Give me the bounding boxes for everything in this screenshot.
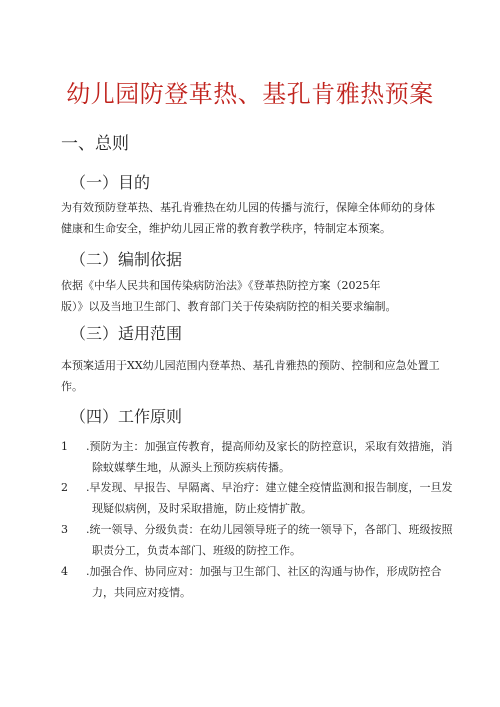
list-item-number: 2 [61,481,68,494]
paragraph-line: 版）》以及当地卫生部门、教育部门关于传染病防控的相关要求编制。 [61,300,397,313]
paragraph-line: 作。 [61,380,83,393]
list-item-text [86,436,453,478]
paragraph-line: 健康和生命安全，维护幼儿园正常的教育教学秩序，特制定本预案。 [61,222,391,235]
list-item-text [86,477,453,519]
list-item-number: 3 [61,523,68,536]
list-item-line: .统一领导、分级负责：在幼儿园领导班子的统一领导下，各部门、班级按照 [86,523,453,536]
list-item-line: .预防为主：加强宣传教育，提高师幼及家长的防控意识，采取有效措施，消 [86,440,453,453]
list-item-line: .加强合作、协同应对：加强与卫生部门、社区的沟通与协作，形成防控合 [86,565,442,578]
list-item-line: 职责分工，负责本部门、班级的防控工作。 [92,544,301,557]
list-item-line: 除蚊媒孳生地，从源头上预防疾病传播。 [92,461,290,474]
list-item-line: 现疑似病例，及时采取措施，防止疫情扩散。 [92,502,312,515]
subsection-heading-basis: （二）编制依据 [70,250,183,269]
list-item-line: .早发现、早报告、早隔离、早治疗：建立健全疫情监测和报告制度，一旦发 [86,481,453,494]
paragraph-scope [61,355,441,397]
list-item-line: 力，共同应对疫情。 [92,586,191,599]
subsection-heading-principles: （四）工作原则 [70,407,183,426]
list-item-number: 4 [61,565,68,578]
list-item-text [86,561,446,603]
subsection-heading-scope: （三）适用范围 [70,324,183,343]
subsection-heading-purpose: （一）目的 [70,173,151,192]
paragraph-line: 本预案适用于XX幼儿园范围内登革热、基孔肯雅热的预防、控制和应急处置工 [61,359,440,372]
section-heading-general: 一、总则 [61,134,129,154]
paragraph-line: 为有效预防登革热、基孔肯雅热在幼儿园的传播与流行，保障全体师幼的身体 [61,201,435,214]
paragraph-basis [61,275,441,317]
document-title: 幼儿园防登革热、基孔肯雅热预案 [66,80,434,108]
paragraph-purpose [61,197,441,239]
list-item-text [86,519,453,561]
paragraph-line: 依据《中华人民共和国传染病防治法》《登革热防控方案（2025年 [61,279,381,292]
list-item-number: 1 [61,440,68,453]
